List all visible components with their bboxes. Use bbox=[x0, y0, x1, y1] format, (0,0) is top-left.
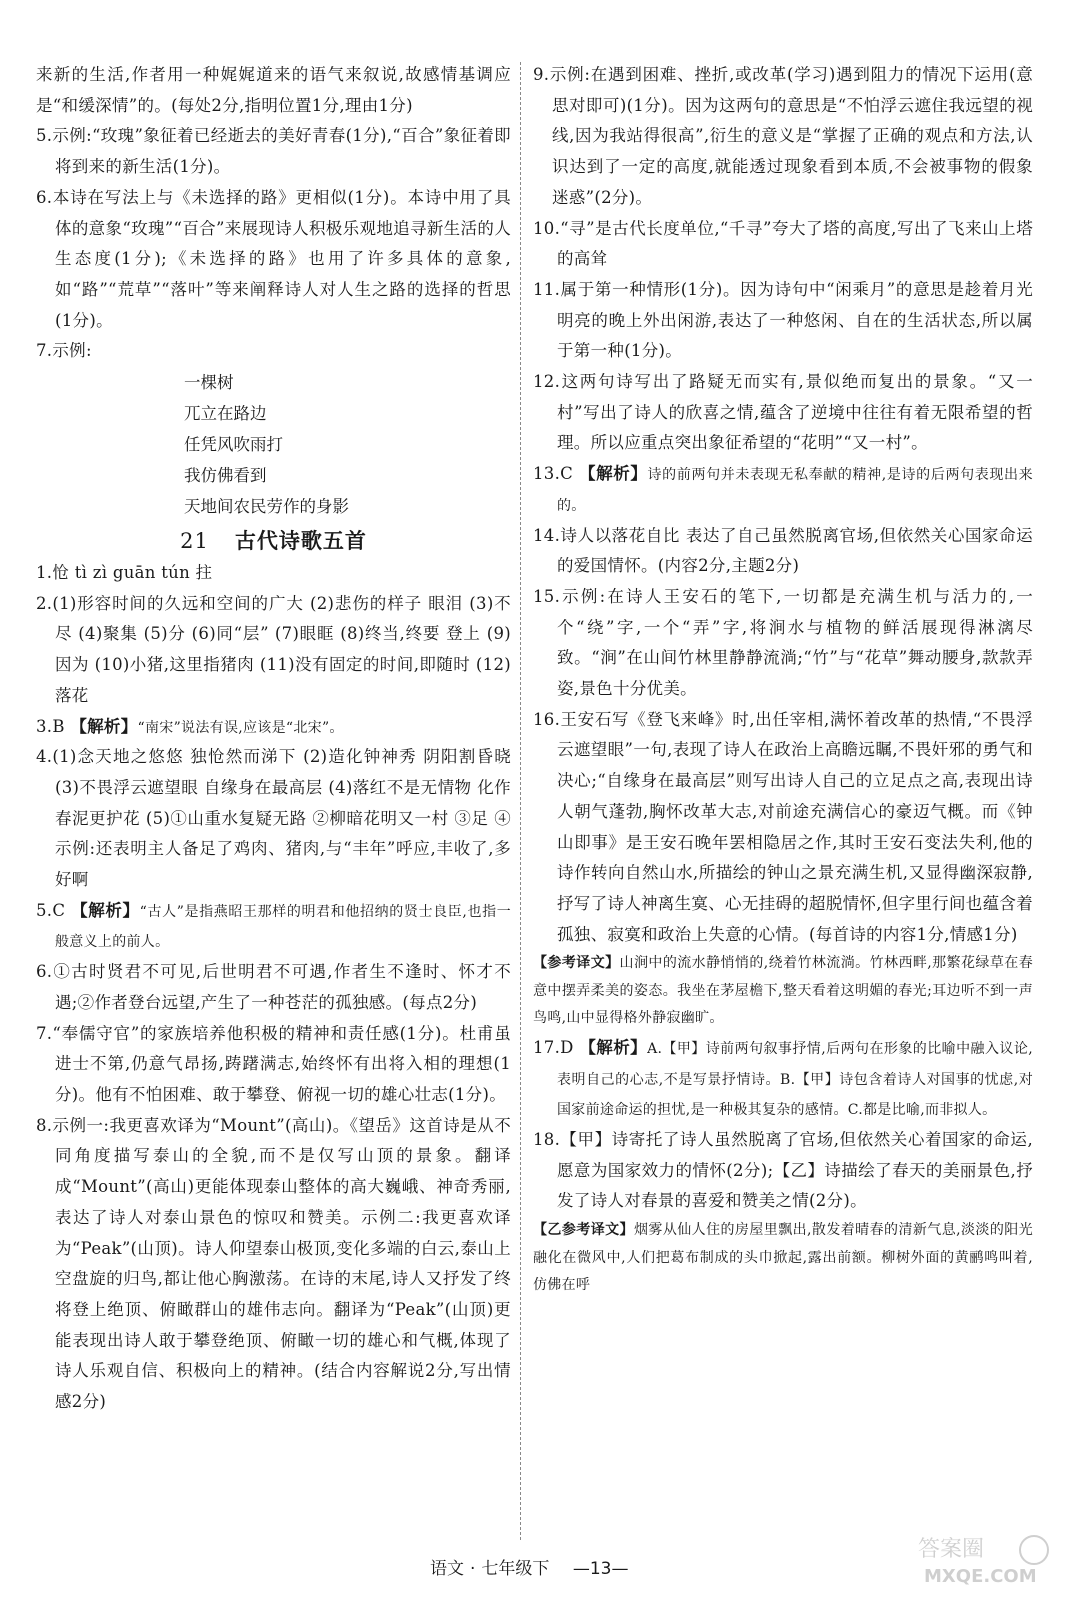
answer-18: 18.【甲】诗寄托了诗人虽然脱离了官场,但依然关心着国家的命运,愿意为国家效力的情怀(2分);【乙】诗描绘了春天的美丽景色,抒发了诗人对春景的喜爱和赞美之情(2分)。 bbox=[533, 1130, 1033, 1211]
answer-choice: 5.C bbox=[36, 900, 72, 920]
page-footer bbox=[430, 1554, 634, 1579]
answer-6b: 6.①古时贤君不可见,后世明君不可遇,作者生不逢时、怀才不遇;②作者登台远望,产生了一种苍茫的孤独感。(每点2分) bbox=[36, 962, 511, 1012]
answer-16: 16.王安石写《登飞来峰》时,出任宰相,满怀着改革的热情,“不畏浮云遮望眼”一句,表现了诗人在政治上高瞻远瞩,不畏奸邪的勇气和决心;“自缘身在最高层”则写出诗人自己的立足点之高,表现出诗人朝气蓬勃,胸怀改革大志,对前途充满信心的豪迈气概。而《钟山即事》是王安石晚年罢相隐居之作,其时王安石变法失利,他的诗作转向自然山水,所描绘的钟山之景充满生机,又显得幽深寂静,抒写了诗人神离生寞、心无挂碍的超脱情怀,但字里行间也蕴含着孤独、寂寞和政治上失意的心情。(每首诗的内容1分,情感1分) bbox=[533, 709, 1033, 944]
answer-continuation: 来新的生活,作者用一种娓娓道来的语气来叙说,故感情基调应是“和缓深情”的。(每处2分,指明位置1分,理由1分) bbox=[36, 65, 511, 115]
footer-subject: 语文 bbox=[430, 1559, 464, 1579]
answer-10: 10.“寻”是古代长度单位,“千寻”夸大了塔的高度,写出了飞来山上塔的高耸 bbox=[533, 218, 1033, 269]
answer-13 bbox=[533, 459, 1033, 520]
answer-choice: 3.B bbox=[36, 716, 71, 736]
analysis-tag: 【解析】 bbox=[71, 900, 140, 920]
answer-12: 12.这两句诗写出了路疑无而实有,景似绝而复出的景象。“又一村”写出了诗人的欣喜之情,蕴含了逆境中往往有着无限希望的哲理。所以应重点突出象征希望的“花明”“又一村”。 bbox=[533, 372, 1033, 453]
reference-tag: 【参考译文】 bbox=[533, 955, 620, 972]
answer-7b: 7.“奉儒守官”的家族培养他积极的精神和责任感(1分)。杜甫虽进士不第,仍意气昂扬,踌躇满志,始终怀有出将入相的理想(1分)。他有不怕困难、敢于攀登、俯视一切的雄心壮志(1分)。 bbox=[36, 1023, 511, 1104]
reference-text: 烟雾从仙人住的房屋里飘出,散发着晴春的清新气息,淡淡的阳光融化在微风中,人们把葛布制成的头巾掀起,露出前额。柳树外面的黄鹂鸣叫着,仿佛在呼 bbox=[533, 1222, 1033, 1294]
left-column bbox=[36, 60, 511, 1418]
sample-poem bbox=[36, 367, 511, 522]
answer-choice: 13.C bbox=[533, 464, 579, 484]
analysis-text: A.【甲】诗前两句叙事抒情,后两句在形象的比喻中融入议论,表明自己的心志,不是写景抒情诗。B.【甲】诗包含着诗人对国事的忧虑,对国家前途命运的担忧,是一种极其复杂的感情。C.都是比喻,而非拟人。 bbox=[557, 1040, 1034, 1119]
answer-15: 15.示例:在诗人王安石的笔下,一切都是充满生机与活力的,一个“绕”字,一个“弄”字,将涧水与植物的鲜活展现得淋漓尽致。“涧”在山间竹林里静静流淌;“竹”与“花草”舞动腰身,款款弄姿,景色十分优美。 bbox=[533, 586, 1033, 699]
answer-2: 2.(1)形容时间的久远和空间的广大 (2)悲伤的样子 眼泪 (3)不尽 (4)聚集 (5)分 (6)同“层” (7)眼眶 (8)终当,终要 登上 (9)因为 (10)小猪,这里指猪肉 (11)没有固定的时间,即随时 (12)落花 bbox=[36, 593, 511, 705]
footer-dot: · bbox=[470, 1559, 476, 1579]
right-column bbox=[533, 60, 1033, 1300]
reference-text: 山涧中的流水静悄悄的,绕着竹林流淌。竹林西畔,那繁花绿草在春意中摆弄柔美的姿态。我坐在茅屋檐下,整天看着这明媚的春光;耳边听不到一声鸟鸣,山中显得格外静寂幽旷。 bbox=[533, 955, 1033, 1027]
analysis-tag: 【解析】 bbox=[578, 464, 648, 484]
answer-4: 4.(1)念天地之悠悠 独怆然而涕下 (2)造化钟神秀 阴阳割昏晓 (3)不畏浮云遮望眼 自缘身在最高层 (4)落红不是无情物 化作春泥更护花 (5)①山重水复疑无路 ②柳暗花明又一村 ③足 ④示例:还表明主人备足了鸡肉、猪肉,与“丰年”呼应,丰收了,多好啊 bbox=[36, 747, 511, 890]
reference-translation bbox=[533, 950, 1033, 1033]
poem-line: 兀立在路边 bbox=[184, 404, 267, 424]
answer-3 bbox=[36, 712, 511, 743]
watermark-url: MXQE.COM bbox=[924, 1566, 1037, 1587]
answer-9: 9.示例:在遇到困难、挫折,或改革(学习)遇到阻力的情况下运用(意思对即可)(1分)。因为这两句的意思是“不怕浮云遮住我远望的视线,因为我站得很高”,衍生的意义是“掌握了正确的观点和方法,认识达到了一定的高度,就能透过现象看到本质,不会被事物的假象迷惑”(2分)。 bbox=[533, 65, 1033, 207]
footer-grade: 七年级下 bbox=[481, 1559, 550, 1579]
answer-14: 14.诗人以落花自比 表达了自己虽然脱离官场,但依然关心国家命运的爱国情怀。(内容2分,主题2分) bbox=[533, 525, 1033, 576]
poem-line: 一棵树 bbox=[184, 373, 234, 393]
page-number: —13— bbox=[572, 1559, 629, 1579]
watermark-logo bbox=[914, 1532, 1064, 1588]
answer-6: 6.本诗在写法上与《未选择的路》更相似(1分)。本诗中用了具体的意象“玫瑰”“百合”来展现诗人积极乐观地追寻新生活的人生态度(1分);《未选择的路》也用了许多具体的意象,如“路”“荒草”“落叶”等来阐释诗人对人生之路的选择的哲思(1分)。 bbox=[36, 187, 511, 330]
section-number: 21 bbox=[180, 529, 209, 554]
analysis-tag: 【解析】 bbox=[579, 1037, 648, 1057]
watermark-text: 答案圈 bbox=[918, 1537, 985, 1562]
section-heading bbox=[36, 524, 511, 558]
poem-line: 任凭风吹雨打 bbox=[184, 435, 283, 455]
answer-11: 11.属于第一种情形(1分)。因为诗句中“闲乘月”的意思是趁着月光明亮的晚上外出闲游,表达了一种悠闲、自在的生活状态,所以属于第一种(1分)。 bbox=[533, 279, 1033, 361]
answer-1: 1.怆 tì zì guān tún 拄 bbox=[36, 563, 213, 583]
answer-17 bbox=[533, 1033, 1033, 1125]
poem-line: 我仿佛看到 bbox=[184, 466, 267, 486]
column-divider bbox=[520, 62, 521, 1540]
answer-7: 7.示例: bbox=[36, 341, 92, 361]
analysis-tag: 【解析】 bbox=[70, 716, 138, 736]
answer-choice: 17.D bbox=[533, 1037, 580, 1057]
poem-line: 天地间农民劳作的身影 bbox=[184, 497, 349, 517]
section-title: 古代诗歌五首 bbox=[234, 528, 367, 554]
reference-translation-b bbox=[533, 1217, 1033, 1300]
analysis-text: “南宋”说法有误,应该是“北宋”。 bbox=[137, 719, 344, 736]
answer-5b bbox=[36, 896, 511, 957]
reference-tag: 【乙参考译文】 bbox=[533, 1222, 634, 1239]
analysis-text: 诗的前两句并未表现无私奉献的精神,是诗的后两句表现出来的。 bbox=[557, 467, 1033, 514]
answer-8: 8.示例一:我更喜欢译为“Mount”(高山)。《望岳》这首诗是从不同角度描写泰山的全貌,而不是仅写山顶的景象。翻译成“Mount”(高山)更能体现泰山整体的高大巍峨、神奇秀丽,表达了诗人对泰山景色的惊叹和赞美。示例二:我更喜欢译为“Peak”(山顶)。诗人仰望泰山极顶,变化多端的白云,泰山上空盘旋的归鸟,都让他心胸激荡。在诗的末尾,诗人又抒发了终将登上绝顶、俯瞰群山的雄伟志向。翻译为“Peak”(山顶)更能表现出诗人敢于攀登绝顶、俯瞰一切的雄心和气概,体现了诗人乐观自信、积极向上的精神。(结合内容解说2分,写出情感2分) bbox=[36, 1115, 511, 1412]
answer-5: 5.示例:“玫瑰”象征着已经逝去的美好青春(1分),“百合”象征着即将到来的新生活(1分)。 bbox=[36, 126, 511, 177]
analysis-text: “古人”是指燕昭王那样的明君和他招纳的贤士良臣,也指一般意义上的前人。 bbox=[55, 903, 511, 951]
